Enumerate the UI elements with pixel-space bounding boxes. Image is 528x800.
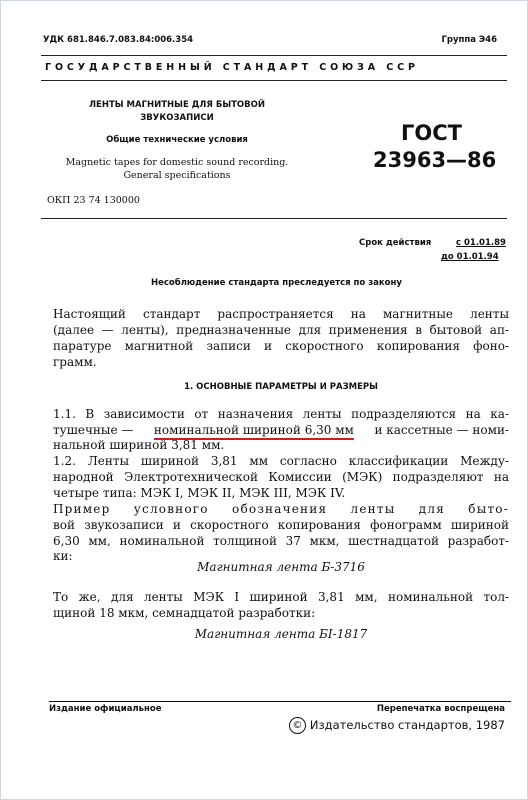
udk-code: УДК 681.846.7.083.84:006.354 (43, 35, 194, 45)
intro-line3: паратуре магнитной записи и скоростного копирования фоно- (53, 339, 509, 353)
group-code: Группа Э46 (441, 35, 497, 45)
subtitle: Общие технические условия (106, 135, 248, 145)
intro-line2: (далее — ленты), предназначенные для применения в бытовой ап- (53, 323, 509, 337)
gost-number: 23963—86 (373, 148, 497, 172)
english-title-line2: General specifications (123, 170, 231, 181)
top-rule (41, 55, 507, 56)
footer-rule (49, 701, 511, 703)
edition-label: Издание официальное (49, 704, 162, 714)
highlighted-phrase: номинальной шириной 6,30 мм (153, 423, 354, 437)
p1-2-line2: народной Электротехнической Комиссии (МЭК) подразделяют на (53, 470, 509, 484)
gost-label: ГОСТ (401, 121, 462, 145)
validity-from: с 01.01.89 (456, 238, 506, 248)
title-line2: ЗВУКОЗАПИСИ (140, 113, 214, 123)
okp-rule (41, 218, 507, 219)
okp-code: ОКП 23 74 130000 (47, 195, 140, 206)
intro-line1: Настоящий стандарт распространяется на магнитные ленты (53, 307, 509, 321)
same-line1: То же, для ленты МЭК I шириной 3,81 мм, номинальной тол- (53, 590, 509, 604)
law-notice: Несоблюдение стандарта преследуется по закону (151, 278, 402, 288)
reprint-notice: Перепечатка воспрещена (376, 704, 505, 714)
banner-rule (41, 80, 507, 81)
same-line2: щиной 18 мкм, семнадцатой разработки: (53, 606, 316, 620)
publisher-name: Издательство стандартов, 1987 (309, 718, 505, 732)
example-line3: 6,30 мм, номинальной толщиной 37 мкм, шестнадцатой разработ- (53, 534, 509, 548)
validity-to: до 01.01.94 (441, 252, 499, 262)
p1-1-line2-end: и кассетные — номи- (374, 423, 509, 437)
designation-example2: Магнитная лента БI-1817 (194, 627, 368, 641)
copyright-icon: © (289, 717, 306, 734)
p1-1-line2 (53, 423, 509, 437)
p1-2-line1: 1.2. Ленты шириной 3,81 мм согласно классификации Между- (53, 454, 509, 468)
p1-1-line1: 1.1. В зависимости от назначения ленты подразделяются на ка- (53, 407, 509, 421)
designation-example1: Магнитная лента Б-3716 (197, 560, 365, 574)
p1-1-line3: нальной шириной 3,81 мм. (53, 438, 225, 452)
publisher-line (289, 717, 505, 734)
title-line1: ЛЕНТЫ МАГНИТНЫЕ ДЛЯ БЫТОВОЙ (89, 100, 265, 110)
p1-1-line2-start: тушечные — (53, 423, 134, 437)
state-standard-banner: ГОСУДАРСТВЕННЫЙ СТАНДАРТ СОЮЗА ССР (45, 62, 419, 73)
example-line4: ки: (53, 549, 73, 563)
english-title-line1: Magnetic tapes for domestic sound recording. (65, 157, 289, 168)
p1-2-line3: четыре типа: МЭК I, МЭК II, МЭК III, МЭК IV. (53, 486, 346, 500)
example-line1: Пример условного обозначения ленты для быто- (53, 502, 509, 516)
validity-label: Срок действия (359, 238, 432, 248)
intro-line4: грамм. (53, 355, 97, 369)
example-line2: вой звукозаписи и скоростного копирования фонограмм шириной (53, 518, 509, 532)
section1-title: 1. ОСНОВНЫЕ ПАРАМЕТРЫ И РАЗМЕРЫ (184, 382, 378, 392)
